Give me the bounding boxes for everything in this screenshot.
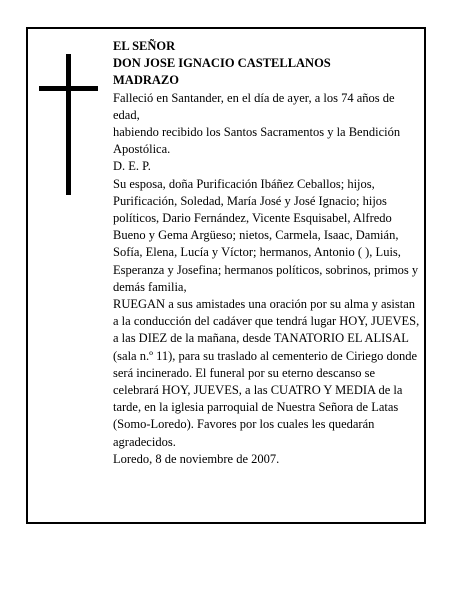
deceased-name-line2: MADRAZO — [113, 73, 179, 88]
sacraments-statement: habiendo recibido los Santos Sacramentos y la Bendición Apostólica. — [113, 125, 401, 157]
notice-heading: EL SEÑOR — [113, 39, 176, 53]
notice-text — [113, 38, 422, 468]
place-date: Loredo, 8 de noviembre de 2007. — [113, 451, 280, 466]
dep-line: D. E. P. — [113, 159, 151, 174]
family-list: Su esposa, doña Purificación Ibáñez Ceballos; hijos, Purificación, Soledad, María José y José Ignacio; hijos políticos, Dario Fernández, Vicente Esquisabel, Alfredo Bueno y Gema Argüeso; nietos, Carmela, Isaac, Damián, Sofía, Elena, Lucía y Víctor; hermanos, Antonio ( ), Luis, Esperanza y Josefina; hermanos políticos, sobrinos, primos y demás familia, — [113, 176, 419, 294]
cross-icon-bar — [39, 86, 98, 91]
deceased-name-line1: DON JOSE IGNACIO CASTELLANOS — [113, 56, 331, 71]
cross-icon — [66, 54, 71, 195]
death-statement: Falleció en Santander, en el día de ayer, a los 74 años de edad, — [113, 90, 395, 122]
request-paragraph: RUEGAN a sus amistades una oración por su alma y asistan a la conducción del cadáver que tendrá lugar HOY, JUEVES, a las DIEZ de la mañana, desde TANATORIO EL ALISAL (sala n.º 11), para su traslado al cementerio de Ciriego donde será incinerado. El funeral por su eterno descanso se celebrará HOY, JUEVES, a las CUATRO Y MEDIA de la tarde, en la iglesia parroquial de Nuestra Señora de Latas (Somo-Loredo). Favores por los cuales les quedarán agradecidos. — [113, 297, 420, 449]
